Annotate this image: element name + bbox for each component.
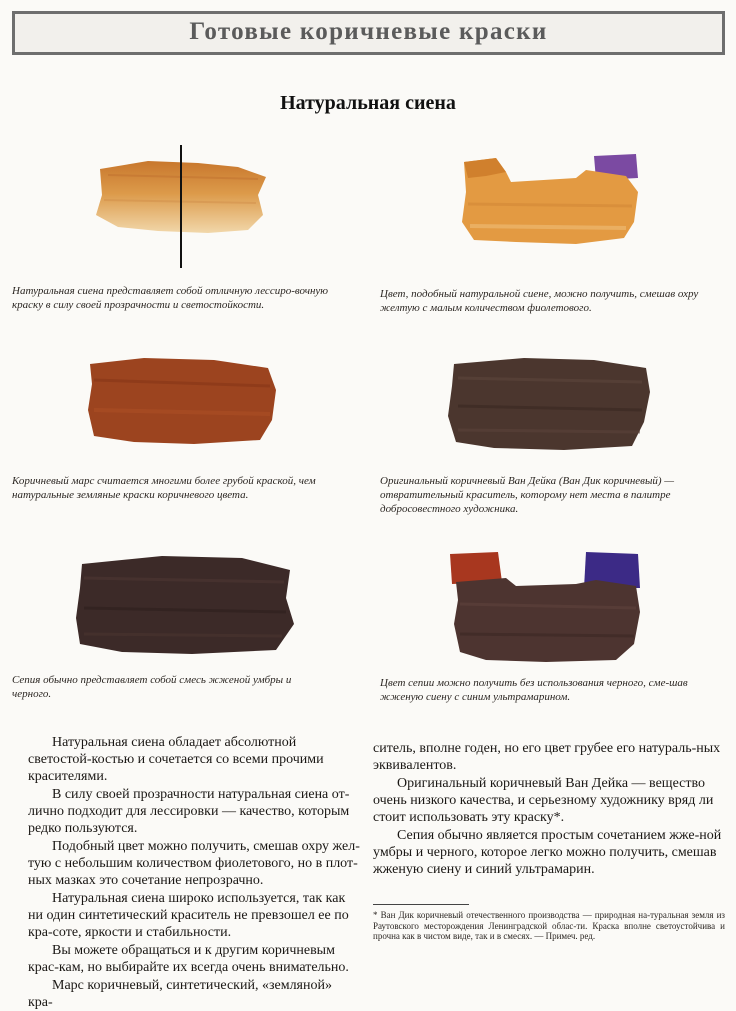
paragraph: Натуральная сиена широко используется, так как ни один синтетический краситель не превзошел ее по кра-соте, яркости и стабильности.: [28, 891, 349, 940]
caption-natural-sienna: Натуральная сиена представляет собой отличную лессиро-вочную краску в силу своей прозрачности и светостойкости.: [12, 285, 329, 311]
paragraph: Вы можете обращаться и к другим коричневым крас-кам, но выбирайте их всегда очень внимательно.: [28, 943, 349, 975]
swatch-sepia: [72, 548, 298, 660]
swatch-natural-sienna: [88, 145, 273, 270]
paragraph: Марс коричневый, синтетический, «земляной» кра-: [28, 978, 332, 1010]
paragraph: Натуральная сиена обладает абсолютной светостой-костью и сочетается со всеми прочими красителями.: [28, 735, 324, 784]
header-banner: [12, 11, 725, 55]
paragraph: Сепия обычно является простым сочетанием жже-ной умбры и черного, которое легко можно получить, смешав жженую сиену и синий ультрамарин.: [373, 828, 722, 877]
caption-brown-mars: Коричневый марс считается многими более грубой краской, чем натуральные земляные краски коричневого цвета.: [12, 475, 316, 501]
section-subtitle: Натуральная сиена: [280, 92, 456, 114]
swatch-ochre-violet-mix: [456, 152, 646, 262]
caption-sepia: Сепия обычно представляет собой смесь жженой умбры и черного.: [12, 674, 292, 700]
page-title: Готовые коричневые краски: [189, 18, 548, 45]
swatch-van-dyke-brown: [444, 352, 656, 457]
caption-sienna-ultramarine-mix: Цвет сепии можно получить без использования черного, сме-шав жженую сиену с синим ультрамарином.: [380, 677, 688, 703]
caption-ochre-violet-mix: Цвет, подобный натуральной сиене, можно получить, смешав охру желтую с малым количеством фиолетового.: [380, 288, 699, 314]
caption-van-dyke-brown: Оригинальный коричневый Ван Дейка (Ван Дик коричневый) — отвратительный краситель, которому нет места в палитре добросовестного художника.: [380, 475, 675, 515]
paragraph: Подобный цвет можно получить, смешав охру жел-тую с небольшим количеством фиолетового, но в плот-ных мазках это сочетание непрозрачно.: [28, 839, 360, 888]
body-right-column: [373, 740, 725, 878]
swatch-brown-mars: [84, 350, 284, 450]
footnote-divider: [373, 904, 469, 905]
paragraph: Оригинальный коричневый Ван Дейка — вещество очень низкого качества, и серьезному художнику вряд ли стоит использовать эту краску*.: [373, 776, 714, 825]
swatch-sienna-ultramarine-mix: [446, 548, 646, 666]
paragraph: ситель, вполне годен, но его цвет грубее его натураль-ных эквивалентов.: [373, 741, 721, 773]
paragraph: В силу своей прозрачности натуральная сиена от-лично подходит для лессировки — качество, которым редко пользуются.: [28, 787, 350, 836]
body-left-column: [28, 734, 360, 1011]
footnote: * Ван Дик коричневый отечественного производства — природная на-туральная земля из Раутовского месторождения Ленинградской облас-ти. Краска вполне светоустойчива и прочна как в чистом виде, так и в смесях. — Примеч. ред.: [373, 910, 725, 941]
